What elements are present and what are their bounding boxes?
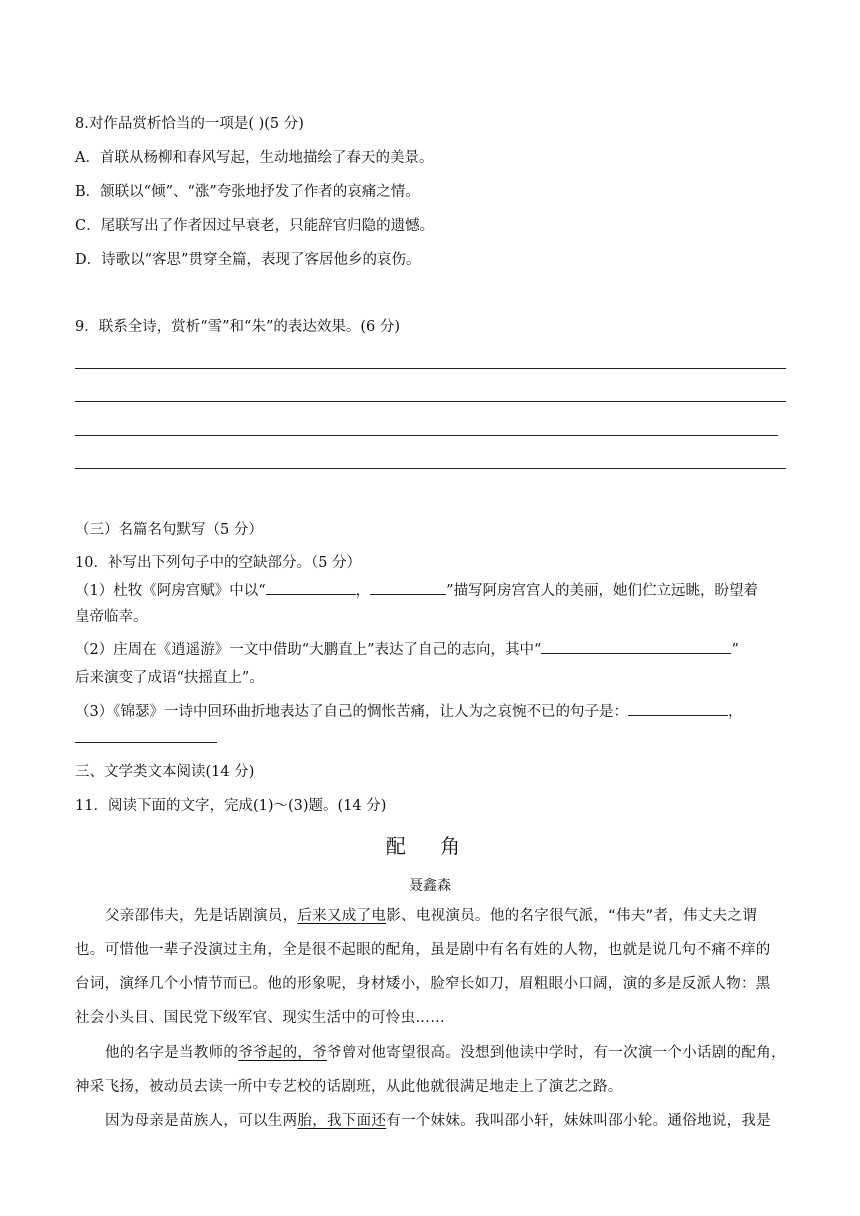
q10-item2-suffix: ” xyxy=(731,642,739,658)
text-span: 父亲邵伟夫，先是话剧演员， xyxy=(105,908,298,924)
article-title: 配 角 xyxy=(385,834,475,858)
text-span: 他的名字是当教师的 xyxy=(105,1045,239,1061)
section3-heading: （三）名篇名句默写（5 分） xyxy=(75,522,263,538)
q11-stem: 11．阅读下面的文字，完成(1)～(3)题。(14 分) xyxy=(75,798,387,814)
text-span: 影、电视演员。他的名字很气派，“伟夫”者，伟丈夫之谓 xyxy=(386,908,758,924)
underlined-text: 后来又成了电 xyxy=(297,908,387,924)
answer-line-1[interactable] xyxy=(75,368,786,369)
paragraph-1-line-4: 社会小头目、国民党下级军官、现实生活中的可怜虫…… xyxy=(75,1010,445,1026)
q10-item1-suffix: ”描写阿房宫宫人的美丽，她们伫立远眺，盼望着 xyxy=(446,583,759,599)
q10-item3-prefix: （3）《锦瑟》一诗中回环曲折地表达了自己的惆怅苦痛，让人为之哀惋不已的句子是： xyxy=(75,704,628,720)
q10-item1-prefix: （1）杜牧《阿房宫赋》中以“ xyxy=(75,583,266,599)
article-author: 聂鑫森 xyxy=(409,878,451,894)
q8-option-c: C．尾联写出了作者因过早衰老，只能辞官归隐的遗憾。 xyxy=(75,218,435,234)
paragraph-2-line-1 xyxy=(105,1043,786,1063)
q8-option-b: B．颔联以“倾”、“涨”夸张地抒发了作者的哀痛之情。 xyxy=(75,184,420,200)
q10-stem: 10．补写出下列句子中的空缺部分。（5 分） xyxy=(75,555,362,571)
text-span: 有一个妹妹。我叫邵小轩，妹妹叫邵小轮。通俗地说，我是 xyxy=(386,1113,772,1129)
q10-item3 xyxy=(75,701,742,722)
blank-1[interactable] xyxy=(266,580,356,595)
q9-stem: 9．联系全诗，赏析“雪”和“朱”的表达效果。(6 分) xyxy=(75,319,401,335)
q10-item1-continued: 皇帝临幸。 xyxy=(75,609,148,625)
paragraph-3-line-1 xyxy=(105,1111,771,1131)
text-span: 爷曾对他寄望很高。没想到他读中学时，有一次演一个小话剧的配角， xyxy=(327,1045,786,1061)
q10-item2-prefix: （2）庄周在《逍遥游》一文中借助“大鹏直上”表达了自己的志向，其中“ xyxy=(75,642,542,658)
q10-item3-suffix: ， xyxy=(727,704,743,720)
answer-line-2[interactable] xyxy=(75,401,786,402)
blank-3[interactable] xyxy=(541,639,731,654)
q10-item2 xyxy=(75,639,739,660)
underlined-text: 爷爷起的，爷 xyxy=(238,1045,328,1061)
q8-stem: 8.对作品赏析恰当的一项是( )(5 分) xyxy=(75,116,304,132)
text-span: 因为母亲是苗族人，可以生两 xyxy=(105,1113,298,1129)
blank-5[interactable] xyxy=(75,742,217,743)
q10-item1 xyxy=(75,580,758,601)
blank-2[interactable] xyxy=(370,580,446,595)
q8-option-d: D．诗歌以“客思”贯穿全篇，表现了客居他乡的哀伤。 xyxy=(75,252,421,268)
paragraph-1-line-3: 台词，演绎几个小情节而已。他的形象呢，身材矮小，脸窄长如刀，眉粗眼小口阔，演的多是反派人物：黑 xyxy=(75,976,771,992)
paragraph-1-line-2: 也。可惜他一辈子没演过主角，全是很不起眼的配角，虽是剧中有名有姓的人物，也就是说几句不痛不痒的 xyxy=(75,942,771,958)
paragraph-2-line-2: 神采飞扬，被动员去读一所中专艺校的话剧班，从此他就很满足地走上了演艺之路。 xyxy=(75,1079,623,1095)
blank-4[interactable] xyxy=(628,701,728,716)
q8-option-a: A．首联从杨柳和春风写起，生动地描绘了春天的美景。 xyxy=(75,150,434,166)
answer-line-4[interactable] xyxy=(75,468,786,469)
q10-item2-continued: 后来演变了成语“扶摇直上”。 xyxy=(75,670,264,686)
q10-item1-separator: ， xyxy=(355,583,371,599)
part3-heading: 三、文学类文本阅读(14 分) xyxy=(75,764,255,780)
answer-line-3[interactable] xyxy=(75,435,778,436)
paragraph-1-line-1 xyxy=(105,906,757,926)
underlined-text: 胎，我下面还 xyxy=(297,1113,387,1129)
